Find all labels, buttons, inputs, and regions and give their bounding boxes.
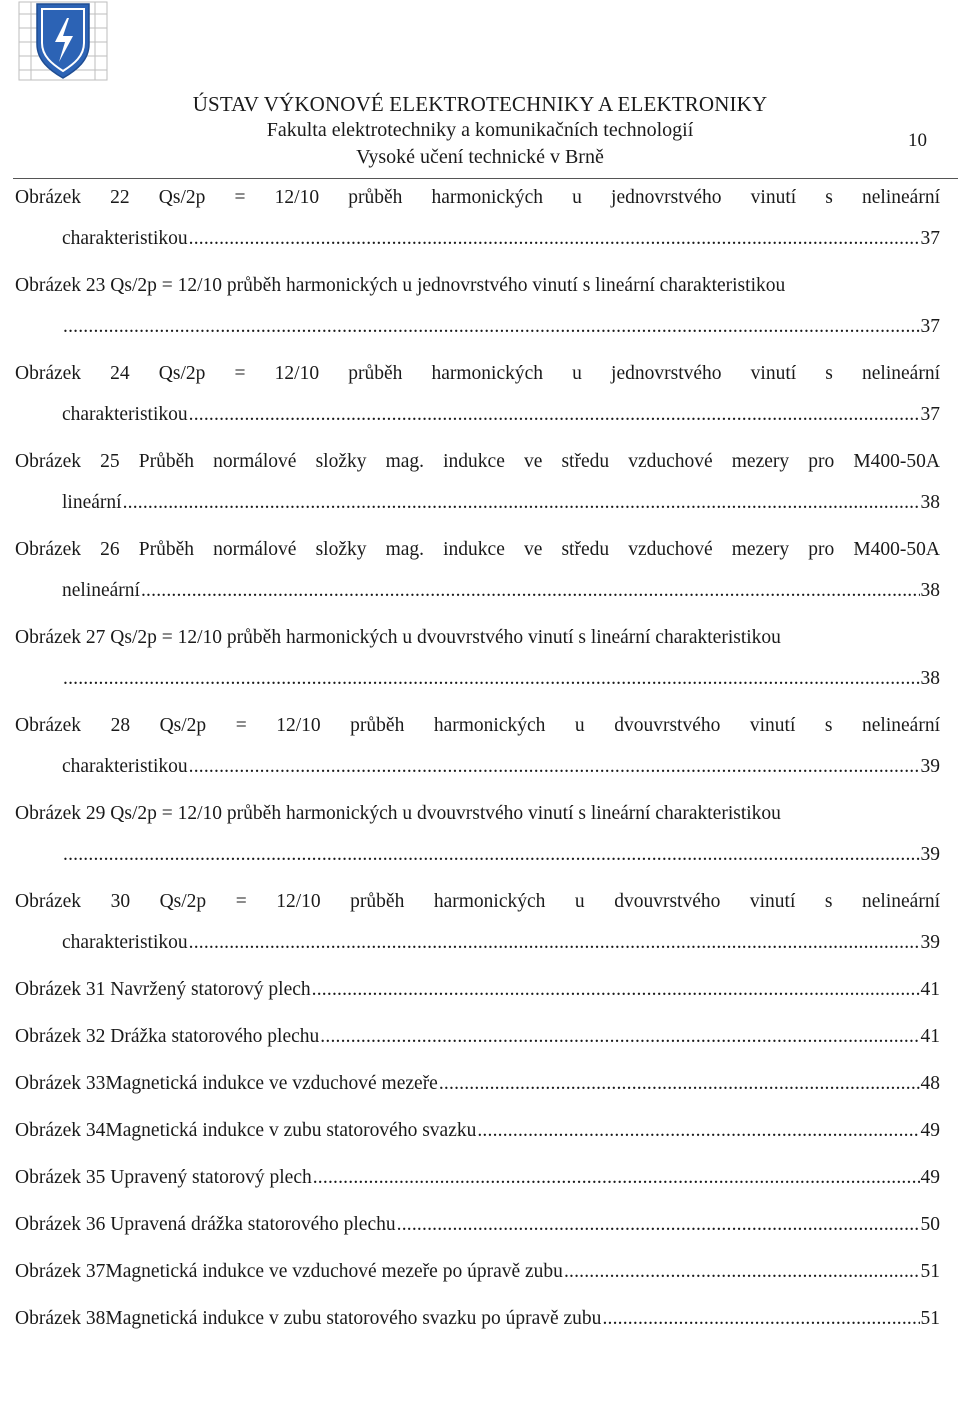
toc-entry-page: 38 — [920, 492, 940, 513]
toc-entry-label: Obrázek 26 Průběh normálové složky mag. indukce ve středu vzduchové mezery pro M400-50A — [15, 539, 940, 560]
dot-leader — [63, 667, 920, 691]
toc-entry-page: 51 — [920, 1261, 940, 1282]
toc-entry-page: 39 — [920, 756, 940, 777]
toc-entry[interactable] — [15, 1260, 940, 1284]
toc-entry[interactable] — [15, 538, 940, 603]
toc-entry[interactable] — [15, 626, 940, 691]
toc-entry-label: Obrázek 35 Upravený statorový plech — [15, 1167, 312, 1188]
toc-entry-label: Obrázek 24 Qs/2p = 12/10 průběh harmonických u jednovrstvého vinutí s nelineární — [15, 363, 940, 384]
toc-entry-continuation: charakteristikou — [62, 756, 188, 777]
toc-entry-label: Obrázek 34Magnetická indukce v zubu statorového svazku — [15, 1120, 477, 1141]
toc-entry-label: Obrázek 37Magnetická indukce ve vzduchové mezeře po úpravě zubu — [15, 1261, 563, 1282]
toc-entry[interactable] — [15, 1166, 940, 1190]
header-faculty: Fakulta elektrotechniky a komunikačních technologií — [266, 119, 694, 141]
toc-entry-label: Obrázek 36 Upravená drážka statorového plechu — [15, 1214, 396, 1235]
dot-leader — [312, 978, 920, 1002]
toc-entry-page: 37 — [920, 316, 940, 337]
toc-entry-label: Obrázek 22 Qs/2p = 12/10 průběh harmonických u jednovrstvého vinutí s nelineární — [15, 187, 940, 208]
toc-entry[interactable] — [15, 802, 940, 867]
toc-entry-label: Obrázek 27 Qs/2p = 12/10 průběh harmonických u dvouvrstvého vinutí s lineární charakteristikou — [15, 627, 781, 648]
dot-leader — [477, 1119, 919, 1143]
toc-entry-page: 37 — [920, 228, 940, 249]
toc-entry-continuation: charakteristikou — [62, 404, 188, 425]
dot-leader — [189, 227, 920, 251]
toc-entry-page: 51 — [920, 1308, 940, 1329]
dot-leader — [189, 403, 920, 427]
toc-entry-page: 37 — [920, 404, 940, 425]
dot-leader — [313, 1166, 920, 1190]
toc-entry-label: Obrázek 38Magnetická indukce v zubu statorového svazku po úpravě zubu — [15, 1308, 602, 1329]
dot-leader — [141, 579, 920, 603]
toc-entry[interactable] — [15, 890, 940, 955]
header-institute: ÚSTAV VÝKONOVÉ ELEKTROTECHNIKY A ELEKTRONIKY — [192, 92, 768, 116]
toc-entry-continuation: charakteristikou — [62, 932, 188, 953]
toc-entry-continuation: lineární — [62, 492, 122, 513]
toc-entry-label: Obrázek 31 Navržený statorový plech — [15, 979, 311, 1000]
toc-entry[interactable] — [15, 1213, 940, 1237]
toc-entry-label: Obrázek 32 Drážka statorového plechu — [15, 1026, 320, 1047]
toc-entry[interactable] — [15, 450, 940, 515]
toc-entry[interactable] — [15, 274, 940, 339]
toc-entry-label: Obrázek 28 Qs/2p = 12/10 průběh harmonických u dvouvrstvého vinutí s nelineární — [15, 715, 940, 736]
toc-entry[interactable] — [15, 362, 940, 427]
dot-leader — [320, 1025, 919, 1049]
toc-entry[interactable] — [15, 978, 940, 1002]
toc-entry-page: 41 — [920, 979, 940, 1000]
dot-leader — [189, 931, 920, 955]
toc-entry-page: 49 — [920, 1120, 940, 1141]
toc-entry-label: Obrázek 25 Průběh normálové složky mag. indukce ve středu vzduchové mezery pro M400-50A — [15, 451, 940, 472]
figure-list — [15, 186, 940, 1354]
toc-entry[interactable] — [15, 1307, 940, 1331]
toc-entry[interactable] — [15, 1072, 940, 1096]
toc-entry-continuation: charakteristikou — [62, 228, 188, 249]
toc-entry-label: Obrázek 29 Qs/2p = 12/10 průběh harmonických u dvouvrstvého vinutí s lineární charakteristikou — [15, 803, 781, 824]
university-logo-icon — [17, 0, 109, 82]
dot-leader — [439, 1072, 920, 1096]
dot-leader — [397, 1213, 920, 1237]
toc-entry-label: Obrázek 23 Qs/2p = 12/10 průběh harmonických u jednovrstvého vinutí s lineární charakteristikou — [15, 275, 786, 296]
toc-entry-page: 39 — [920, 844, 940, 865]
toc-entry-page: 38 — [920, 580, 940, 601]
toc-entry-page: 39 — [920, 932, 940, 953]
toc-entry-page: 50 — [920, 1214, 940, 1235]
toc-entry[interactable] — [15, 186, 940, 251]
dot-leader — [123, 491, 920, 515]
header-divider — [13, 178, 958, 179]
toc-entry-label: Obrázek 33Magnetická indukce ve vzduchové mezeře — [15, 1073, 438, 1094]
toc-entry-page: 41 — [920, 1026, 940, 1047]
toc-entry-page: 38 — [920, 668, 940, 689]
toc-entry-label: Obrázek 30 Qs/2p = 12/10 průběh harmonických u dvouvrstvého vinutí s nelineární — [15, 891, 940, 912]
toc-entry[interactable] — [15, 1119, 940, 1143]
dot-leader — [189, 755, 920, 779]
page-number: 10 — [908, 130, 927, 151]
toc-entry-continuation: nelineární — [62, 580, 140, 601]
dot-leader — [564, 1260, 920, 1284]
toc-entry-page: 48 — [920, 1073, 940, 1094]
toc-entry-page: 49 — [920, 1167, 940, 1188]
dot-leader — [602, 1307, 919, 1331]
header-university: Vysoké učení technické v Brně — [356, 146, 604, 168]
dot-leader — [63, 315, 920, 339]
toc-entry[interactable] — [15, 1025, 940, 1049]
dot-leader — [63, 843, 920, 867]
toc-entry[interactable] — [15, 714, 940, 779]
